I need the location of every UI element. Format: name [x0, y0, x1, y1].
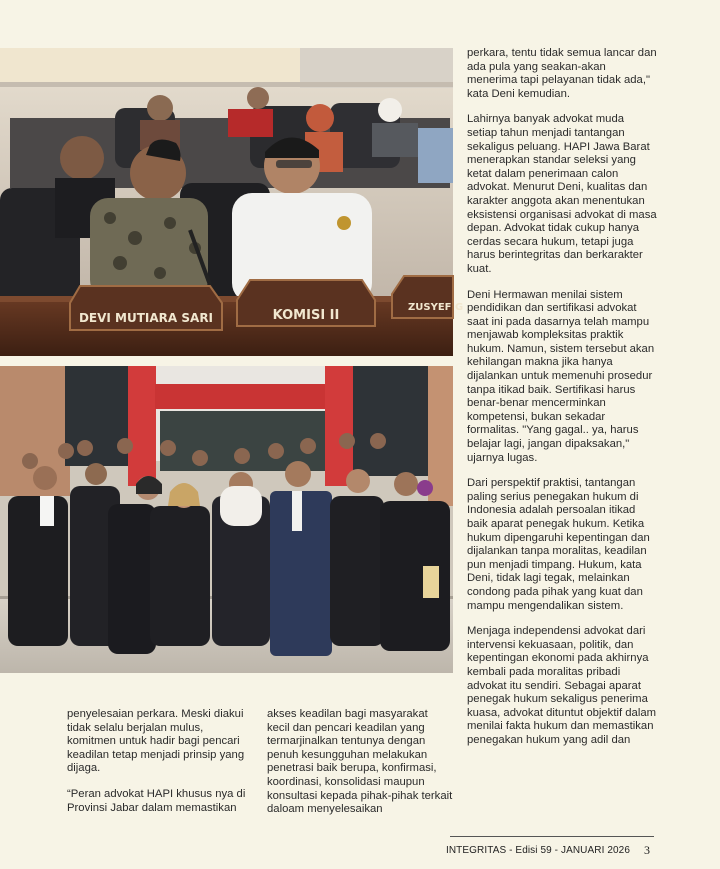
paragraph: Deni Hermawan menilai sistem pendidikan dan sertifikasi advokat saat ini pada dasarnya telah mampu menjawab kompleksitas praktik hukum. Namun, sistem tersebut akan kehilangan makna jika hanya dijalankan untuk memenuhi prosedur tanpa itikad baik. Sertifikasi harus benar-benar mencerminkan kompetensi, bukan sekadar formalitas. "Yang gagal.. ya, harus belajar lagi, jangan dipaksakan," ujarnya lugas.	[467, 288, 655, 464]
commission-meeting-illustration	[0, 48, 464, 356]
article-right-column	[467, 47, 657, 760]
nameplate-center: KOMISI II	[272, 308, 340, 323]
advocates-group-illustration	[0, 366, 453, 673]
paragraph: Lahirnya banyak advokat muda setiap tahun menjadi tantangan sekaligus peluang. HAPI Jawa Barat menerapkan standar seleksi yang ketat dalam penerimaan calon advokat. Menurut Deni, kualitas dan karakter anggota akan menentukan eksistensi organisasi advokat di masa depan. Advokat tidak cukup hanya cerdas secara hukum, tetapi juga harus berintegritas dan berkarakter kuat.	[467, 113, 657, 275]
page-number: 3	[644, 843, 650, 857]
paragraph: “Peran advokat HAPI khusus nya di Provinsi Jabar dalam memastikan	[67, 787, 246, 814]
nameplate-right: ZUSYEF G	[408, 302, 464, 313]
paragraph: Menjaga independensi advokat dari intervensi kekuasaan, politik, dan kepentingan ekonomi pada akhirnya kembali pada moralitas pribadi advokat itu sendiri. Sebagai aparat penegak hukum sekaligus penerima kuasa, advokat dituntut objektif dalam menilai fakta hukum dan memastikan penegakan hukum yang adil dan	[467, 625, 657, 746]
paragraph: perkara, tentu tidak semua lancar dan ada pula yang seakan-akan menerima tapi pelayanan tidak ada," kata Deni kemudian.	[467, 47, 657, 100]
footer-issue-label: INTEGRITAS - Edisi 59 - JANUARI 2026	[445, 845, 630, 856]
advocates-group-photo	[0, 366, 453, 673]
nameplate-left: DEVI MUTIARA SARI	[78, 311, 214, 325]
commission-meeting-photo	[0, 48, 464, 356]
article-bottom-middle-column	[267, 708, 453, 829]
article-bottom-left-column	[67, 708, 253, 827]
paragraph: penyelesaian perkara. Meski diakui tidak selalu berjalan mulus, komitmen untuk hadir bagi pencari keadilan tetap menjadi prinsip yang dijaga.	[67, 708, 245, 775]
paragraph: akses keadilan bagi masyarakat kecil dan pencari keadilan yang termarjinalkan tentunya dengan penuh kesungguhan melakukan penetrasi baik berupa, konfirmasi, koordinasi, konsolidasi maupun konsultasi kepada pihak-pihak terkait daloam menyelesaikan	[267, 708, 453, 816]
footer-divider	[450, 836, 654, 837]
paragraph: Dari perspektif praktisi, tantangan paling serius penegakan hukum di Indonesia adalah persoalan itikad baik aparat penegak hukum. Ketika hukum dipengaruhi kepentingan dan dijalankan tanpa moralitas, keadilan pun menjadi timpang. Hukum, kata Deni, tidak lagi tegak, melainkan condong pada pihak yang kuat dan mampu mengendalikan sistem.	[467, 477, 650, 612]
